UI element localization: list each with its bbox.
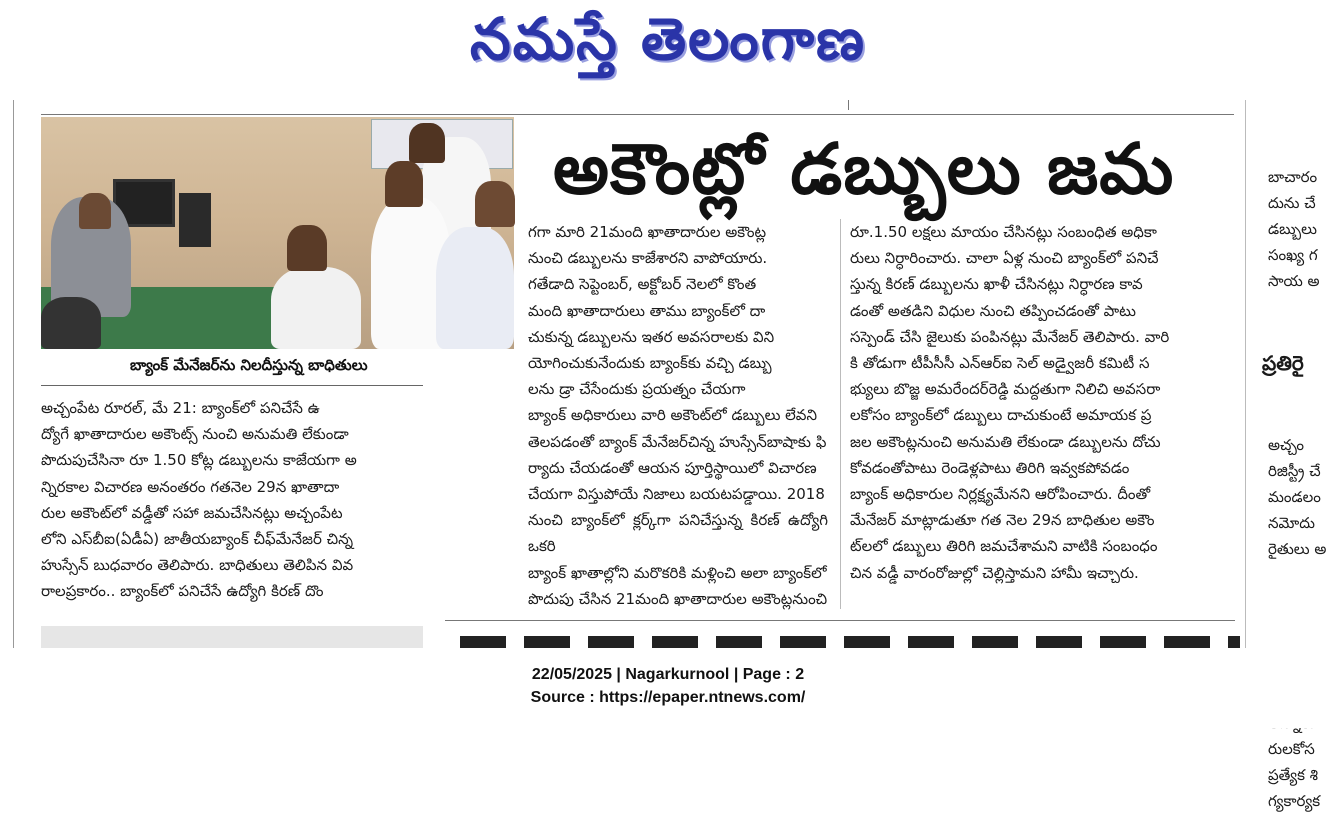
top-rule <box>41 114 1234 115</box>
masthead <box>0 0 1336 92</box>
footer-source-line: Source : https://epaper.ntnews.com/ <box>530 689 806 706</box>
person-head <box>287 225 327 271</box>
column-tick <box>848 100 849 110</box>
person <box>41 297 101 349</box>
column-divider <box>840 219 841 609</box>
person-head <box>385 161 423 207</box>
person <box>271 267 361 349</box>
column-divider-right <box>1245 100 1246 648</box>
photo-caption: బ్యాంక్ మేనేజర్‌ను నిలదీస్తున్న బాధితులు <box>130 356 368 374</box>
right-column-text: బాచారం దును చే డబ్బులు సంఖ్య గ సాయ అ <box>1268 168 1320 290</box>
page-border <box>13 100 14 648</box>
newspaper-logo: నమస్తే తెలంగాణ <box>470 4 866 73</box>
monitor <box>179 193 211 247</box>
bottom-rule <box>445 620 1235 621</box>
caption-rule <box>41 385 423 386</box>
right-column-text: రులకోస ప్రత్యేక శి గ్యకార్యక <box>1268 740 1321 810</box>
person-head <box>475 181 515 227</box>
right-column-text: అచ్చం రిజిస్ట్రీ చే మండలం నమోదు రైతులు అ <box>1268 436 1327 558</box>
footer <box>0 648 1336 728</box>
person-head <box>79 193 111 229</box>
footer-date-line: 22/05/2025 | Nagarkurnool | Page : 2 <box>531 666 805 683</box>
article-column-2: గగా మారి 21మంది ఖాతాదారుల అకౌంట్ల నుంచి డబ్బులను కాజేశారని వాపోయారు. గతేడాది సెప్టెంబర్, అక్టోబర్ నెలలో కొంత మంది ఖాతాదారులు తాము బ్యాంక్‌లో దా చుకున్న డబ్బులను ఇతర అవసరాలకు విని యోగించుకునేందుకు బ్యాంక్‌కు వచ్చి డబ్బు లను డ్రా చేసేందుకు ప్రయత్నం చేయగా బ్యాంక్ అధికారులు వారి అకౌంట్‌లో డబ్బులు లేవని తెలపడంతో బ్యాంక్ మేనేజర్‌చిన్న హుస్సేన్‌బాషాకు ఫి ర్యాదు చేయడంతో ఆయన పూర్తిస్థాయిలో విచారణ చేయగా విస్తుపోయే నిజాలు బయటపడ్డాయి. 2018 నుంచి బ్యాంక్‌లో క్లర్క్‌గా పనిచేస్తున్న కిరణ్ ఉద్యోగి ఒకరి బ్యాంక్ ఖాతాల్లోని మరొకరికి మళ్లించి అలా బ్యాంక్‌లో పొదుపు చేసిన 21మంది ఖాతాదారుల అకౌంట్లనుంచి <box>528 223 828 608</box>
right-column-subhead: ప్రతిరై <box>1262 351 1304 375</box>
person-head <box>409 123 445 163</box>
article-column-1: అచ్చంపేట రూరల్, మే 21: బ్యాంక్‌లో పనిచేసే ఉ ద్యోగే ఖాతాదారుల అకౌంట్స్ నుంచి అనుమతి లేకుండా పొదుపుచేసినా రూ 1.50 కోట్ల డబ్బులను కాజేయగా అ న్నిరకాల విచారణ అనంతరం గతనెల 29న ఖాతాదా రుల అకౌంట్‌లో వడ్డీతో సహా జమచేసినట్లు అచ్చంపేట లోని ఎస్‌బీఐ(ఏడీఏ) జాతీయబ్యాంక్ చీఫ్‌మేనేజర్ చిన్న హుస్సేన్ బుధవారం తెలిపారు. బాధితులు తెలిపిన వివ రాలప్రకారం.. బ్యాంక్‌లో పనిచేసే ఉద్యోగి కిరణ్ దొం <box>41 399 357 601</box>
news-photo <box>41 117 514 349</box>
article-headline: అకౌంట్లో డబ్బులు జమ <box>553 128 1175 210</box>
next-headline-cutoff <box>460 636 1240 648</box>
person <box>436 227 514 349</box>
next-article-box <box>41 626 423 648</box>
article-column-3: రూ.1.50 లక్షలు మాయం చేసినట్లు సంబంధిత అధికా రులు నిర్ధారించారు. చాలా ఏళ్ల నుంచి బ్యాంక్‌లో పనిచే స్తున్న కిరణ్ డబ్బులను ఖాళీ చేసినట్లు నిర్ధారణ కావ డంతో అతడిని విధుల నుంచి తప్పించడంతో పాటు సస్పెండ్ చేసి జైలుకు పంపినట్లు మేనేజర్ తెలిపారు. వారి కి తోడుగా టీపీసీసీ ఎన్‌ఆర్‌ఐ సెల్ అడ్వైజరీ కమిటీ స భ్యులు బొజ్జ అమరేందర్‌రెడ్డి మద్దతుగా నిలిచి అవసరా లకోసం బ్యాంక్‌లో డబ్బులు దాచుకుంటే అమాయక ప్ర జల అకౌంట్లనుంచి అనుమతి లేకుండా డబ్బులను దోచు కోవడంతోపాటు రెండెళ్లపాటు తిరిగి ఇవ్వకపోవడం బ్యాంక్ అధికారుల నిర్లక్ష్యమేనని ఆరోపించారు. దీంతో మేనేజర్ మాట్లాడుతూ గత నెల 29న బాధితుల అకౌం ట్‌లలో డబ్బులు తిరిగి జమచేశామని వాటికి సంబంధం చిన వడ్డీ వారంరోజుల్లో చెల్లిస్తామని హామీ ఇచ్చారు. <box>850 223 1170 582</box>
